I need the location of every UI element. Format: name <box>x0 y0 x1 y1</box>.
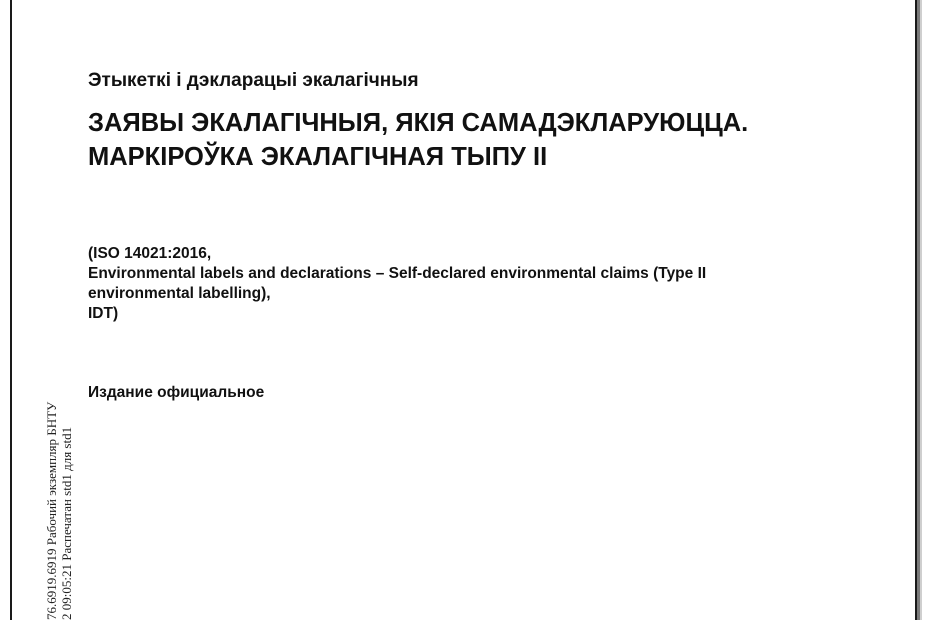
standard-reference <box>88 244 706 324</box>
document-title <box>88 106 748 174</box>
reference-line-2: Environmental labels and declarations – Self-declared environmental claims (Type II <box>88 265 707 282</box>
print-stamp-line-2: 2 09:05:21 Распечатан std1 для std1 <box>59 426 74 620</box>
reference-line-1: (ISO 14021:2016, <box>88 245 212 262</box>
reference-line-4: IDT) <box>88 305 119 322</box>
print-stamp <box>44 402 74 620</box>
document-title-line-2: МАРКІРОЎКА ЭКАЛАГІЧНАЯ ТЫПУ ІІ <box>88 143 548 171</box>
print-stamp-line-1: 76.6919.6919 Рабочий экземпляр БНТУ <box>44 401 59 620</box>
document-title-line-1: ЗАЯВЫ ЭКАЛАГІЧНЫЯ, ЯКІЯ САМАДЭКЛАРУЮЦЦА. <box>88 109 749 137</box>
document-subtitle: Этыкеткі і дэкларацыі экалагічныя <box>88 70 419 91</box>
reference-line-3: environmental labelling), <box>88 285 271 302</box>
edition-label: Издание официальное <box>88 384 265 401</box>
